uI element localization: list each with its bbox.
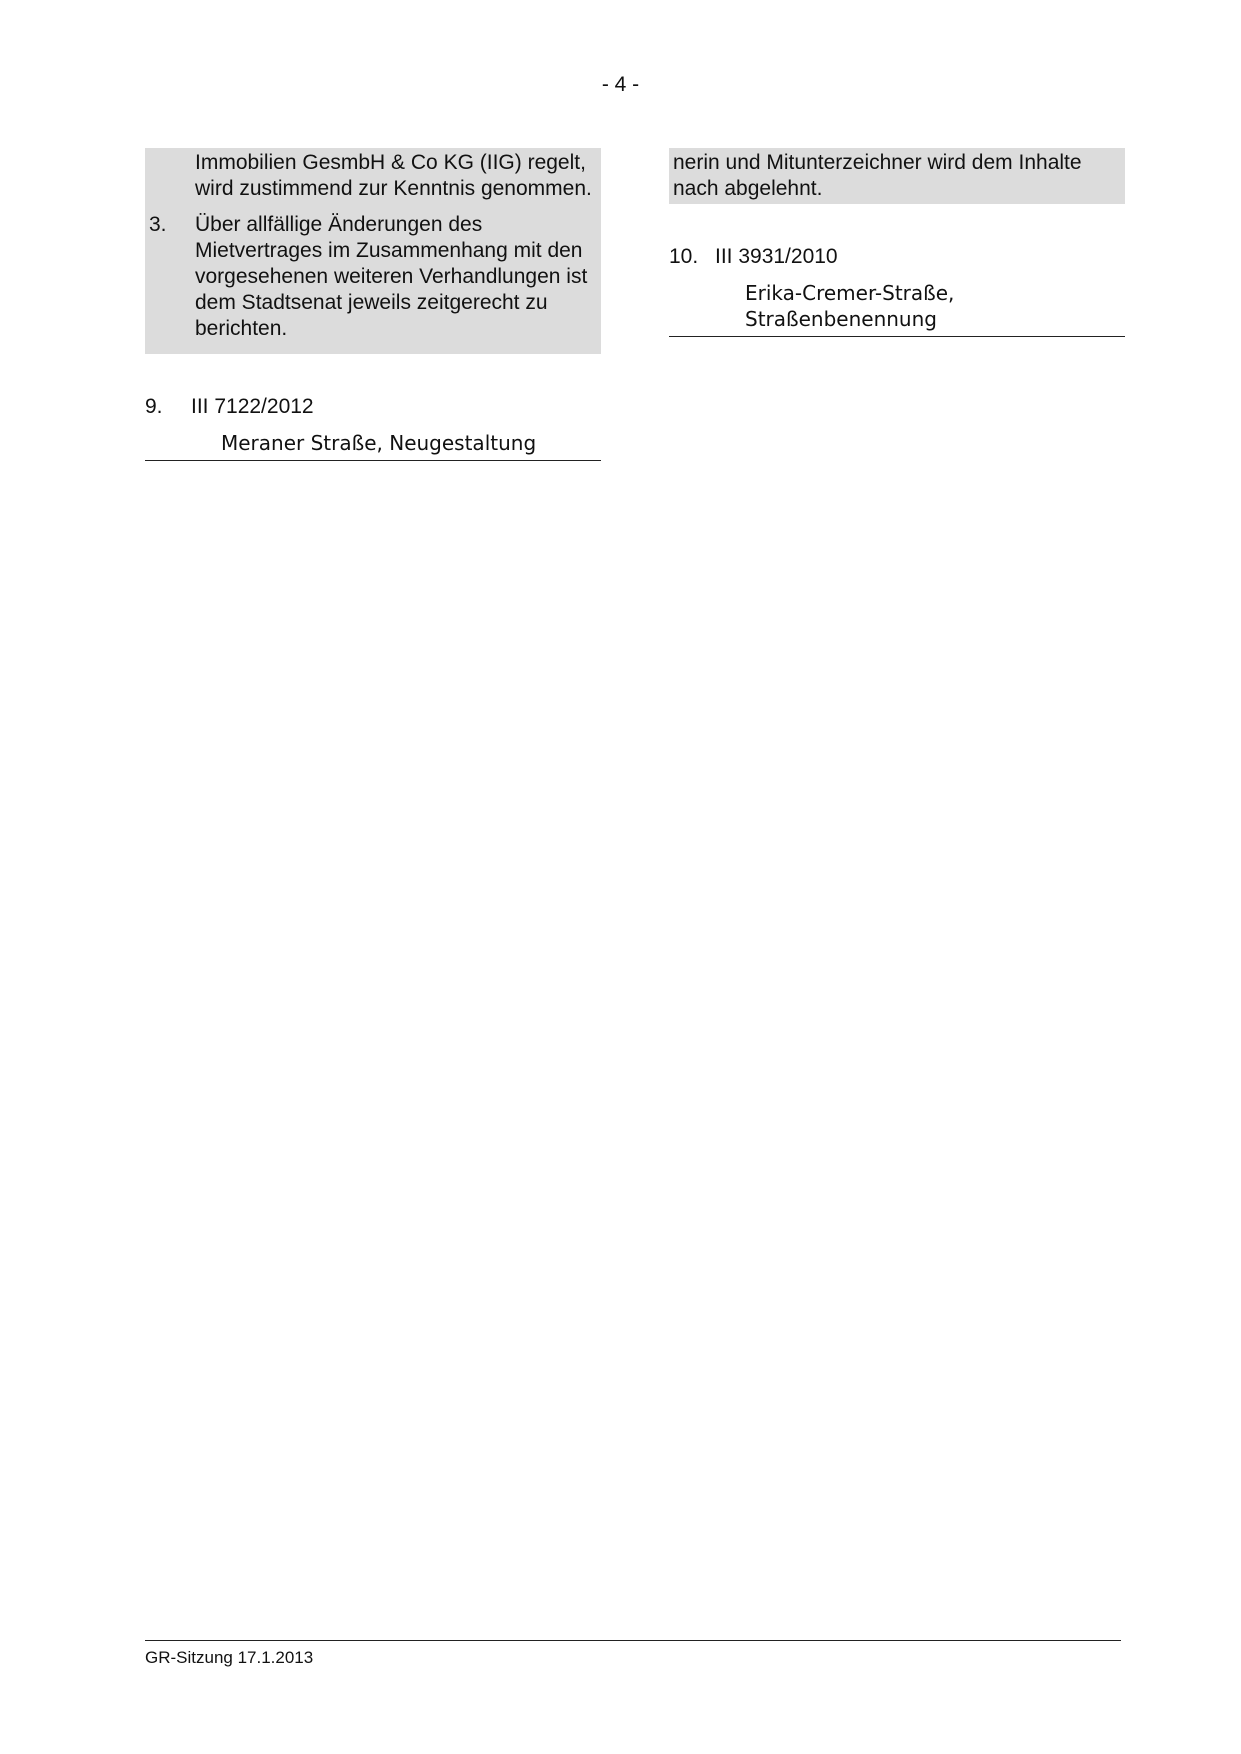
left-column <box>145 148 601 461</box>
continued-text-block <box>669 148 1125 204</box>
agenda-title: Meraner Straße, Neugestaltung <box>145 430 601 461</box>
item-text: Immobilien GesmbH & Co KG (IIG) regelt, wird zustimmend zur Kenntnis genommen. <box>195 151 592 200</box>
list-item <box>149 150 597 202</box>
list-item <box>149 212 597 342</box>
continued-resolution-block <box>145 148 601 354</box>
agenda-number: 10. <box>669 245 699 268</box>
item-text: Über allfällige Änderungen des Mietvertrages im Zusammenhang mit den vorgesehenen weiteren Verhandlungen ist dem Stadtsenat jeweils zeitgerecht zu berichten. <box>195 213 588 340</box>
item-number: 3. <box>149 213 167 236</box>
item-number <box>149 150 195 202</box>
paragraph-text: nerin und Mitunterzeichner wird dem Inhalte nach abgelehnt. <box>673 151 1082 200</box>
right-column <box>669 148 1125 337</box>
agenda-number: 9. <box>145 395 163 418</box>
agenda-reference: III 7122/2012 <box>191 395 314 418</box>
agenda-item-heading <box>145 394 601 461</box>
footer-session-date: GR-Sitzung 17.1.2013 <box>145 1640 1121 1671</box>
agenda-item-heading <box>669 244 1125 337</box>
agenda-title: Erika-Cremer-Straße, Straßenbenennung <box>669 280 1125 337</box>
page-number: - 4 - <box>601 73 640 96</box>
agenda-reference: III 3931/2010 <box>715 245 838 268</box>
